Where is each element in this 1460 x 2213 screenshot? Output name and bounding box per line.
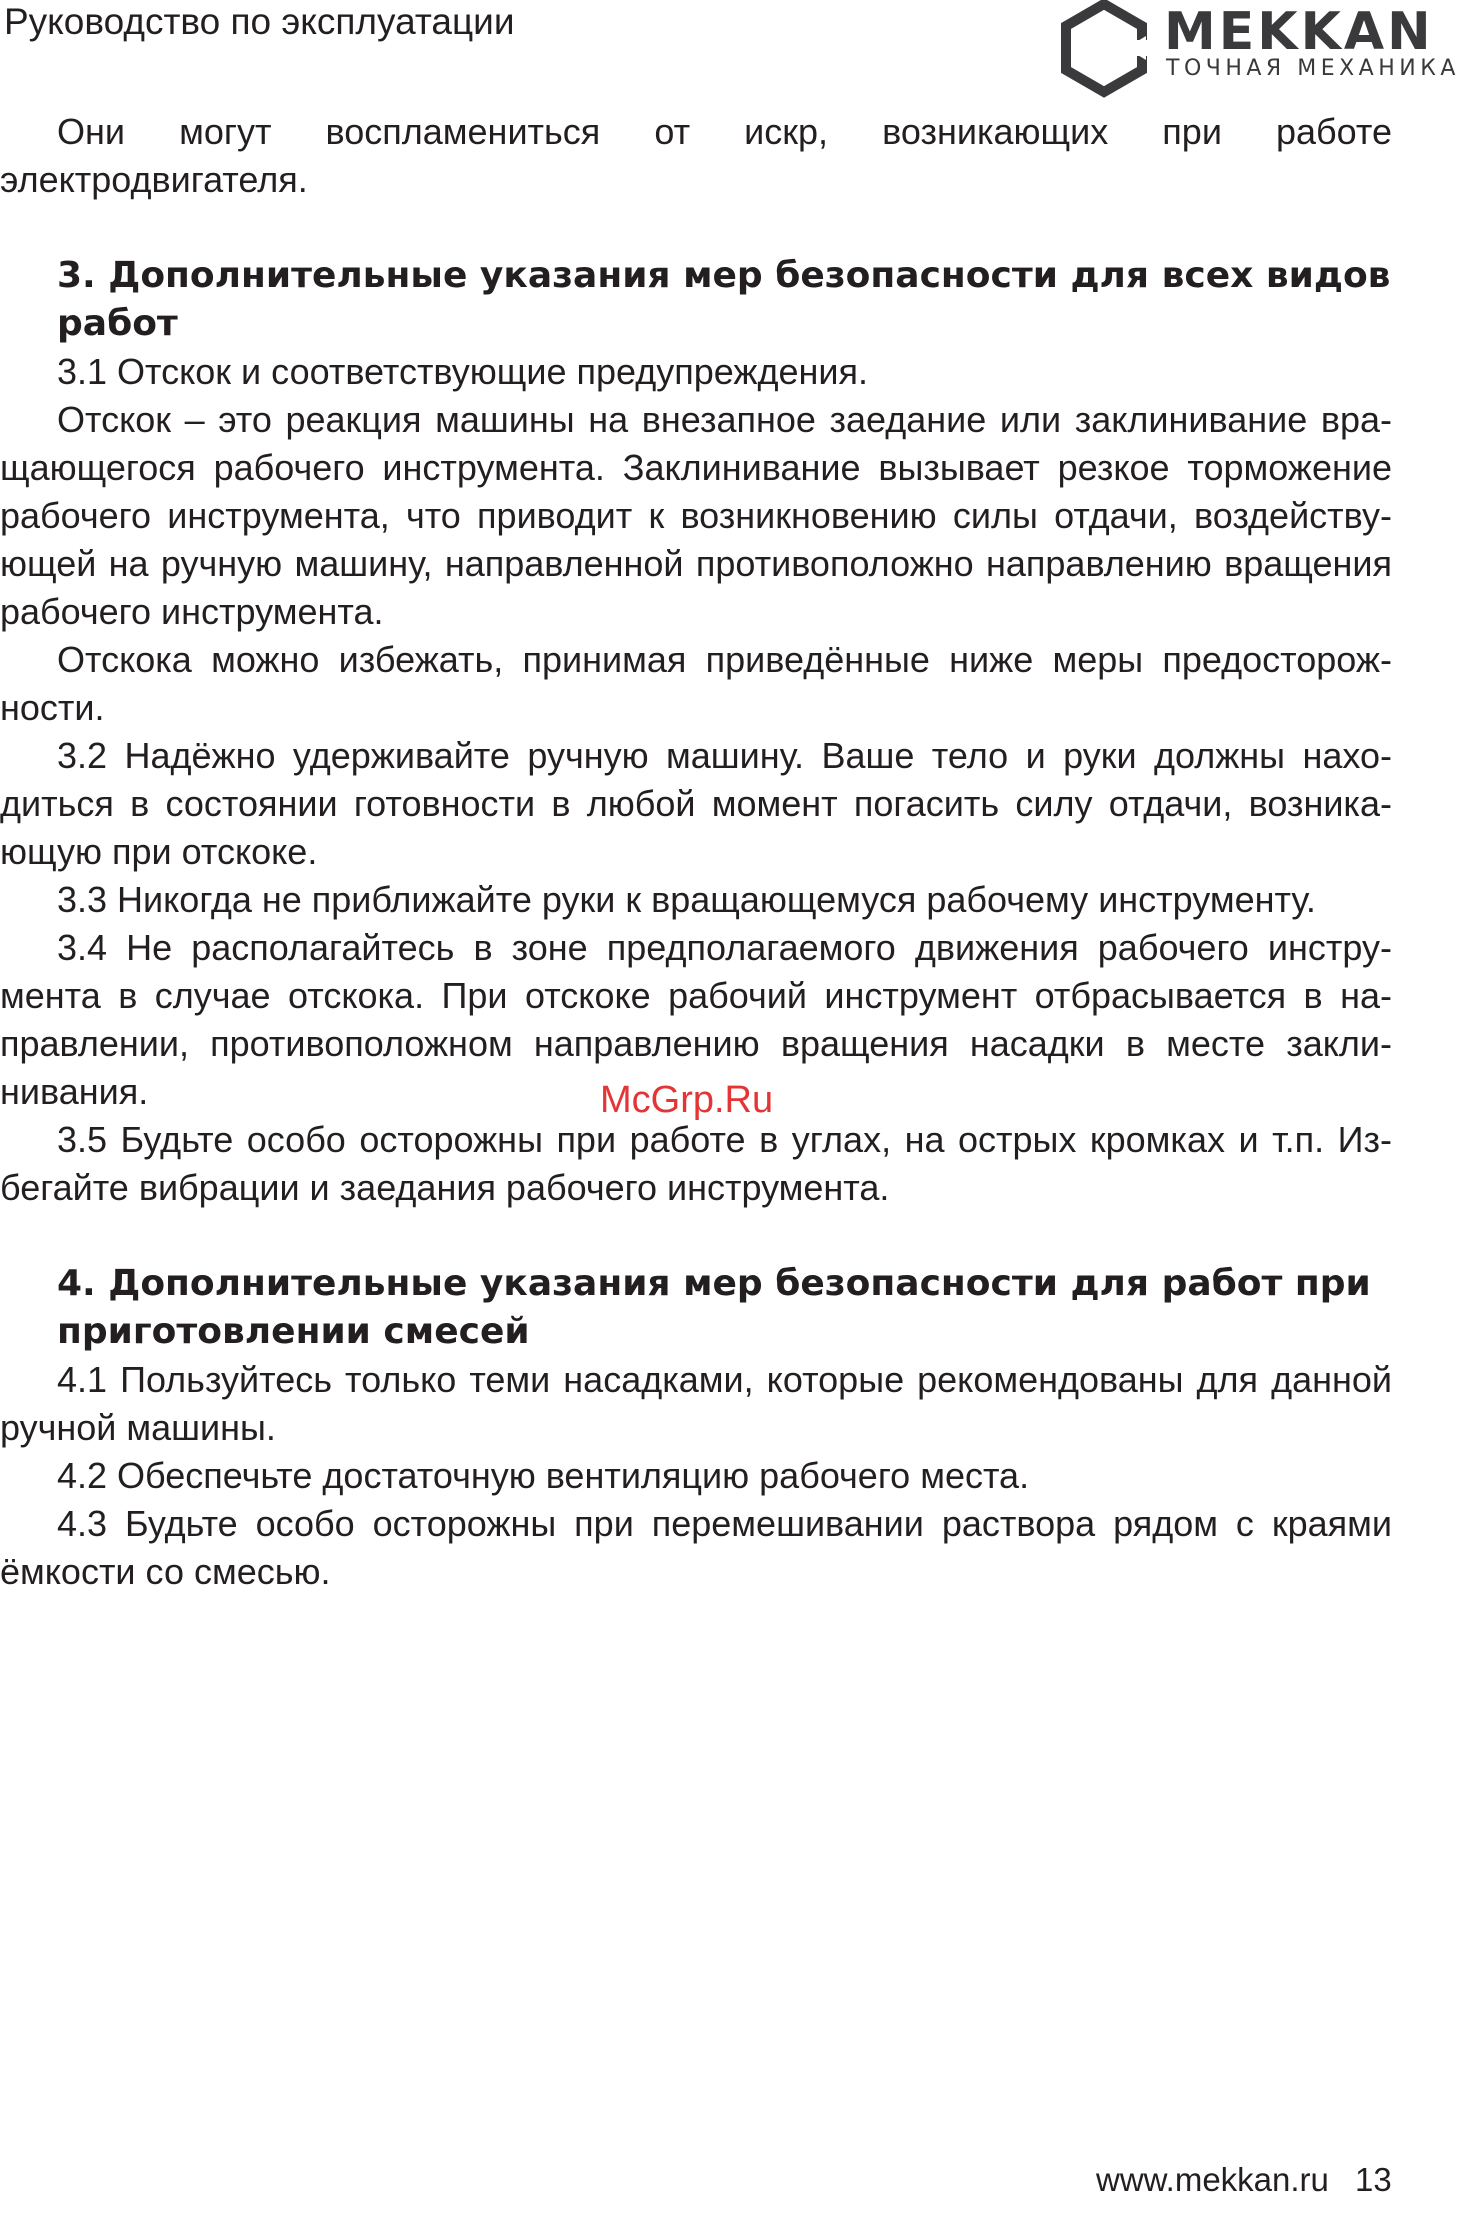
- paragraph-kickback-avoidance: Отскока можно избежать, принимая приведённые ниже меры предосторожности.: [0, 639, 1392, 728]
- paragraph-3-1: 3.1 Отскок и соответствующие предупреждения.: [57, 351, 869, 392]
- brand-name: MEKKAN: [1164, 2, 1434, 62]
- watermark-text: McGrp.Ru: [600, 1079, 774, 1121]
- document-header-title: Руководство по эксплуатации: [4, 1, 515, 42]
- paragraph-3-3: 3.3 Никогда не приближайте руки к вращающемуся рабочему инструменту.: [57, 879, 1316, 920]
- paragraph-kickback-definition: Отскок – это реакция машины на внезапное заедание или заклинивание вращающегося рабочего инструмента. Заклинивание вызывает резкое торможение рабочего инструмента, что приводит к возникновению силы отдачи, воздействующей на ручную машину, направленной противоположно направлению вращения рабочего инструмента.: [0, 399, 1392, 632]
- paragraph-3-4: 3.4 Не располагайтесь в зоне предполагаемого движения рабочего инструмента в случае отскока. При отскоке рабочий инструмент отбрасывается в направлении, противоположном направлению вращения насадки в месте заклинивания.: [0, 927, 1392, 1112]
- paragraph-4-2: 4.2 Обеспечьте достаточную вентиляцию рабочего места.: [57, 1455, 1030, 1496]
- hexagon-logo-icon: [1060, 0, 1148, 95]
- brand-tagline: ТОЧНАЯ МЕХАНИКА: [1166, 56, 1460, 81]
- paragraph-4-3: 4.3 Будьте особо осторожны при перемешивании раствора рядом с краями ёмкости со смесью.: [0, 1503, 1392, 1592]
- intro-paragraph: Они могут воспламениться от искр, возникающих при работе электродвигателя.: [0, 111, 1392, 200]
- footer-website-link[interactable]: www.mekkan.ru: [1096, 2161, 1329, 2198]
- paragraph-4-1: 4.1 Пользуйтесь только теми насадками, которые рекомендованы для данной ручной машины.: [0, 1359, 1392, 1448]
- page-number: 13: [1355, 2161, 1392, 2198]
- section-4-heading: 4. Дополнительные указания мер безопасности для работ при приготовлении смесей: [57, 1263, 1371, 1352]
- paragraph-3-5: 3.5 Будьте особо осторожны при работе в углах, на острых кромках и т.п. Избегайте вибрации и заедания рабочего инструмента.: [0, 1119, 1392, 1208]
- brand-logo: [1060, 0, 1460, 95]
- paragraph-3-2: 3.2 Надёжно удерживайте ручную машину. Ваше тело и руки должны находиться в состоянии готовности в любой момент погасить силу отдачи, возникающую при отскоке.: [0, 735, 1392, 872]
- document-body: [0, 108, 1392, 1596]
- section-3-heading: 3. Дополнительные указания мер безопасности для всех видов работ: [57, 255, 1391, 344]
